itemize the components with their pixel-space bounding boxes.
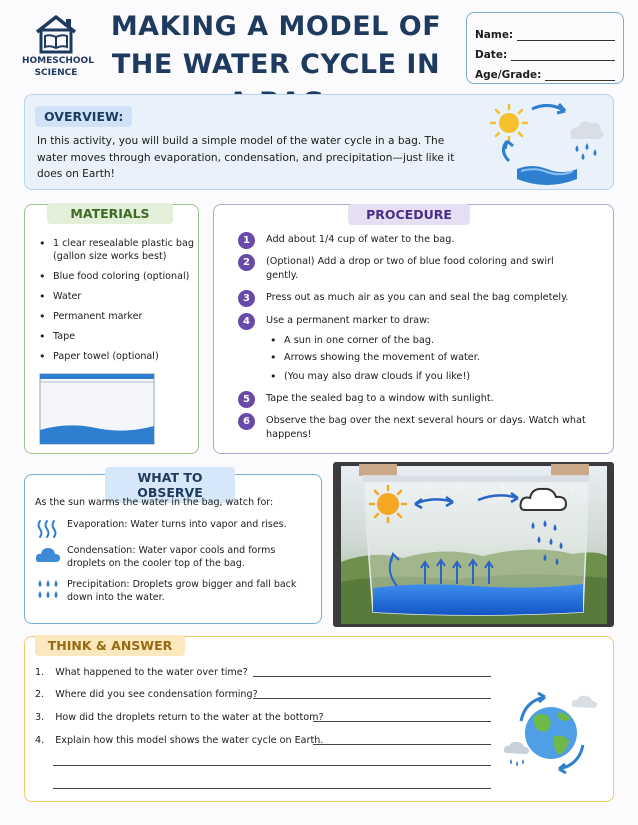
observe-text: Evaporation: Water turns into vapor and rises. — [67, 519, 287, 530]
materials-heading: MATERIALS — [47, 203, 173, 224]
age-grade-line[interactable] — [545, 69, 615, 81]
cloud-icon — [35, 545, 61, 565]
answer-line[interactable] — [53, 788, 491, 789]
logo-line-1: HOMESCHOOL — [22, 56, 94, 66]
answer-line[interactable] — [253, 698, 491, 699]
answer-line[interactable] — [313, 721, 491, 722]
student-info-box — [466, 12, 624, 84]
step-text: Press out as much air as you can and seal the bag completely. — [266, 292, 569, 303]
water-cycle-icon — [487, 99, 607, 187]
materials-list — [39, 237, 197, 370]
list-item: • Permanent marker — [39, 310, 197, 323]
observe-heading: WHAT TO OBSERVE — [105, 467, 235, 503]
procedure-sub-item: • (You may also draw clouds if you like!) — [270, 370, 570, 383]
step-text: Tape the sealed bag to a window with sunlight. — [266, 393, 494, 404]
step-text: Add about 1/4 cup of water to the bag. — [266, 234, 455, 245]
vapor-icon — [35, 519, 59, 539]
question-number: 2. — [35, 689, 45, 700]
book-house-icon — [33, 14, 79, 54]
overview-text: In this activity, you will build a simple model of the water cycle in a bag. The water moves through evaporation, condensation, and precipitation—just like it does on Earth! — [37, 135, 455, 180]
title-line-2: THE WATER CYCLE IN — [111, 49, 441, 80]
step-number: 1 — [238, 232, 255, 249]
question-1 — [35, 667, 248, 679]
procedure-section — [213, 204, 614, 454]
step-number: 6 — [238, 413, 255, 430]
title-line-1: MAKING A MODEL OF — [110, 11, 442, 42]
question-text: What happened to the water over time? — [55, 667, 248, 678]
answer-line[interactable] — [313, 744, 491, 745]
earth-water-cycle-icon — [503, 687, 603, 777]
observe-section — [24, 470, 322, 624]
name-field[interactable] — [475, 21, 615, 41]
question-2 — [35, 689, 258, 701]
question-number: 1. — [35, 667, 45, 678]
list-item: • Water — [39, 290, 197, 303]
step-number: 5 — [238, 391, 255, 408]
list-item: • Blue food coloring (optional) — [39, 270, 197, 283]
step-text: (Optional) Add a drop or two of blue food coloring and swirl gently. — [266, 256, 554, 281]
question-4 — [35, 735, 323, 747]
name-line[interactable] — [517, 29, 615, 41]
procedure-sub-item: • A sun in one corner of the bag. — [270, 334, 570, 347]
date-label: Date: — [475, 49, 508, 61]
question-3 — [35, 712, 324, 724]
age-grade-label: Age/Grade: — [475, 69, 542, 81]
name-label: Name: — [475, 29, 514, 41]
question-text: How did the droplets return to the water at the bottom? — [55, 712, 324, 723]
list-item: • Tape — [39, 330, 197, 343]
think-answer-section — [24, 636, 614, 802]
list-item: • 1 clear resealable plastic bag (gallon size works best) — [39, 237, 197, 263]
question-number: 3. — [35, 712, 45, 723]
water-cycle-bag-photo — [333, 462, 614, 627]
question-number: 4. — [35, 735, 45, 746]
procedure-heading: PROCEDURE — [348, 204, 470, 225]
overview-section — [24, 94, 614, 190]
question-text: Explain how this model shows the water cycle on Earth. — [55, 735, 324, 746]
procedure-sub-item: • Arrows showing the movement of water. — [270, 351, 570, 364]
step-text: Use a permanent marker to draw: — [266, 315, 430, 326]
step-text: Observe the bag over the next several hours or days. Watch what happens! — [266, 415, 586, 440]
answer-line[interactable] — [253, 676, 491, 677]
step-number: 3 — [238, 290, 255, 307]
step-number: 2 — [238, 254, 255, 271]
list-item: • Paper towel (optional) — [39, 350, 197, 363]
logo-line-2: SCIENCE — [34, 68, 78, 78]
observe-text: Precipitation: Droplets grow bigger and fall back down into the water. — [67, 579, 297, 603]
date-field[interactable] — [475, 41, 615, 61]
plastic-bag-icon — [38, 372, 156, 446]
observe-intro: As the sun warms the water in the bag, watch for: — [35, 497, 274, 508]
logo — [22, 14, 94, 78]
answer-line[interactable] — [53, 765, 491, 766]
observe-text: Condensation: Water vapor cools and forms droplets on the cooler top of the bag. — [67, 545, 276, 569]
date-line[interactable] — [511, 49, 615, 61]
age-grade-field[interactable] — [475, 61, 615, 81]
step-number: 4 — [238, 313, 255, 330]
question-text: Where did you see condensation forming? — [55, 689, 258, 700]
overview-heading: OVERVIEW: — [35, 106, 132, 127]
think-answer-heading: THINK & ANSWER — [35, 635, 185, 656]
raindrops-icon — [35, 579, 59, 601]
